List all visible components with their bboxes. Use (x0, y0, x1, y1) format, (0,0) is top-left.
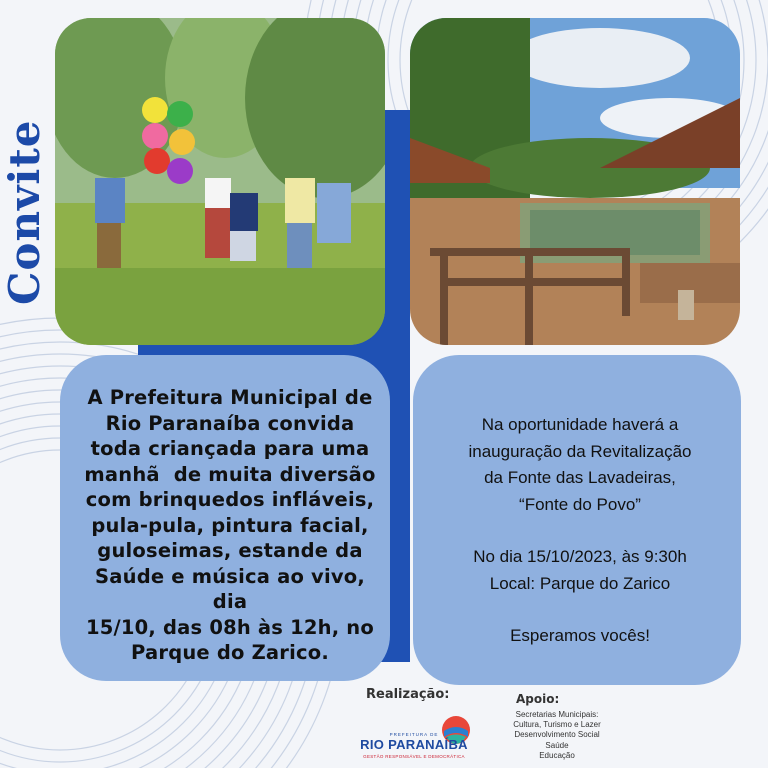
apoio-item: Desenvolvimento Social (514, 730, 600, 740)
vertical-title-convite: Convite (0, 119, 49, 305)
invite-line: A Prefeitura Municipal de (87, 386, 373, 409)
invite-line: Saúde e música ao vivo, dia (95, 564, 365, 613)
logo-prefeitura-label: PREFEITURA DE (389, 732, 439, 737)
invite-line: Parque do Zarico. (131, 641, 329, 664)
invite-line: manhã de muita diversão (84, 462, 376, 486)
info-line-1: Na oportunidade haverá a (481, 415, 679, 434)
invite-line: com brinquedos infláveis, (85, 488, 375, 511)
info-text (430, 412, 730, 650)
info-line-3: da Fonte das Lavadeiras, (484, 468, 676, 487)
logo-tagline: GESTÃO RESPONSÁVEL E DEMOCRÁTICA (363, 754, 465, 759)
apoio-item: Educação (539, 750, 575, 760)
apoio-item: Secretarias Municipais: (515, 710, 599, 719)
apoio-label: Apoio: (516, 692, 560, 706)
logo-city-name: RIO PARANAÍBA (360, 737, 468, 752)
apoio-list (506, 710, 608, 761)
apoio-item: Cultura, Turismo e Lazer (513, 720, 601, 730)
info-line-2: inauguração da Revitalização (468, 441, 692, 461)
photo-children-balloons (55, 18, 385, 345)
invite-line: guloseimas, estande da (97, 539, 363, 562)
photo-fonte-park (410, 18, 740, 345)
realizacao-label: Realização: (366, 687, 450, 702)
closing-message: Esperamos vocês! (510, 626, 650, 645)
invite-line: toda criançada para uma (90, 437, 370, 460)
invite-line: pula-pula, pintura facial, (91, 513, 369, 537)
invite-text (80, 385, 380, 666)
event-location: Local: Parque do Zarico (489, 573, 671, 593)
info-line-4: “Fonte do Povo” (519, 494, 641, 514)
apoio-item: Saúde (545, 740, 569, 750)
event-date: No dia 15/10/2023, às 9:30h (473, 547, 687, 566)
invite-line: 15/10, das 08h às 12h, no (86, 615, 374, 639)
invite-line: Rio Paranaíba convida (105, 411, 355, 435)
